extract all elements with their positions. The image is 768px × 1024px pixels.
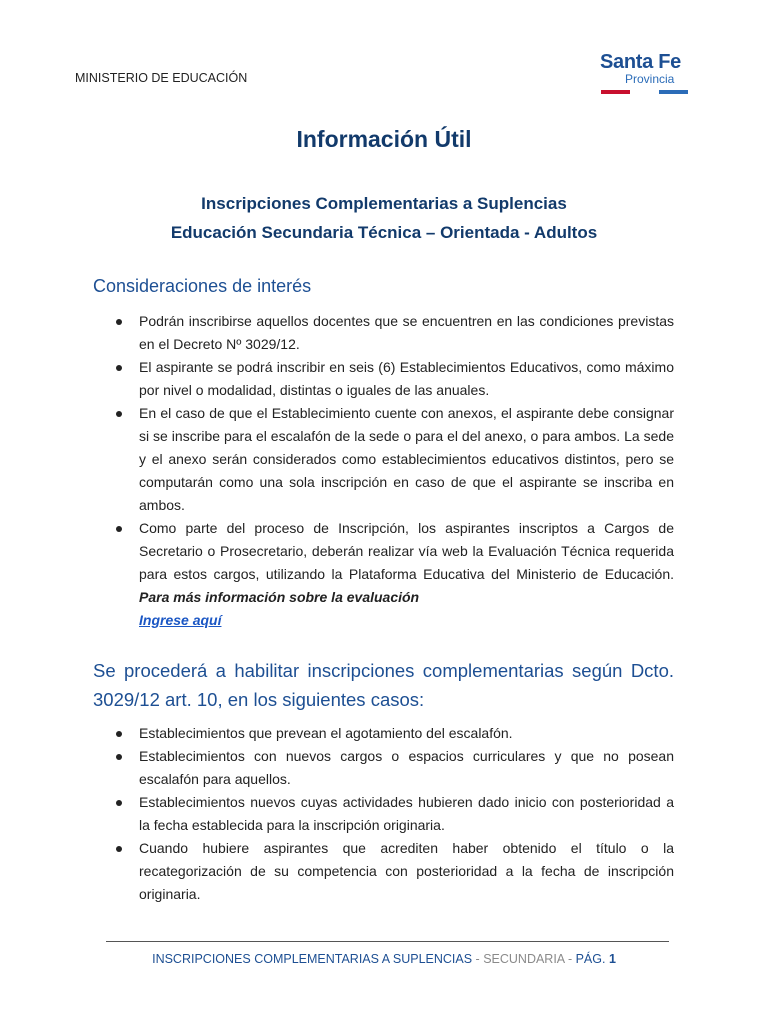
list-item bbox=[93, 402, 674, 517]
subtitle-inscripciones: Inscripciones Complementarias a Suplencias bbox=[201, 194, 567, 213]
subtitle-educacion: Educación Secundaria Técnica – Orientada - Adultos bbox=[170, 223, 598, 242]
footer-separator: - bbox=[564, 952, 576, 966]
list-item bbox=[93, 745, 674, 791]
logo-blue-bar bbox=[659, 90, 688, 94]
bullet-icon bbox=[116, 846, 122, 852]
bullet-icon bbox=[116, 319, 122, 325]
list-item-text: Establecimientos con nuevos cargos o espacios curriculares y que no posean escalafón para aquellos. bbox=[139, 748, 674, 787]
list-item-text: El aspirante se podrá inscribir en seis (6) Establecimientos Educativos, como máximo por nivel o modalidad, distintas o iguales de las anuales. bbox=[139, 359, 674, 398]
bullet-icon bbox=[116, 731, 122, 737]
list-item-text: Podrán inscribirse aquellos docentes que se encuentren en las condiciones previstas en el Decreto Nº 3029/12. bbox=[139, 313, 674, 352]
section-heading-casos: Se procederá a habilitar inscripciones complementarias según Dcto. 3029/12 art. 10, en los siguientes casos: bbox=[93, 660, 674, 710]
list-item-text: En el caso de que el Establecimiento cuente con anexos, el aspirante debe consignar si se inscribe para el escalafón de la sede o para el del anexo, o para ambos. La sede y el anexo serán considerados como establecimientos educativos distintos, pero se computarán como una sola inscripción en caso de que el aspirante se inscriba en ambos. bbox=[139, 405, 674, 513]
list-item bbox=[93, 837, 674, 906]
list-item-text: Como parte del proceso de Inscripción, los aspirantes inscriptos a Cargos de Secretario o Prosecretario, deberán realizar vía web la Evaluación Técnica requerida para estos cargos, utilizando la Plataforma Educativa del Ministerio de Educación. bbox=[139, 520, 674, 582]
evaluation-info-emphasis: Para más información sobre la evaluación bbox=[139, 589, 420, 605]
casos-list bbox=[93, 722, 674, 906]
page-title: Información Útil bbox=[296, 126, 472, 152]
footer-page-label: PÁG. bbox=[575, 952, 606, 966]
footer-divider bbox=[106, 941, 669, 942]
bullet-icon bbox=[116, 411, 122, 417]
consideraciones-list bbox=[93, 310, 674, 632]
footer-separator: - bbox=[472, 952, 484, 966]
list-item bbox=[93, 791, 674, 837]
list-item bbox=[93, 356, 674, 402]
list-item-text: Establecimientos nuevos cuyas actividades hubieren dado inicio con posterioridad a la fecha establecida para la inscripción originaria. bbox=[139, 794, 674, 833]
santa-fe-logo bbox=[599, 52, 691, 98]
ministry-label: MINISTERIO DE EDUCACIÓN bbox=[75, 71, 248, 85]
bullet-icon bbox=[116, 526, 122, 532]
list-item-text: Cuando hubiere aspirantes que acrediten haber obtenido el título o la recategorización de su competencia con posterioridad a la fecha de inscripción originaria. bbox=[139, 840, 674, 902]
logo-red-bar bbox=[601, 90, 630, 94]
list-item-text: Establecimientos que prevean el agotamiento del escalafón. bbox=[139, 725, 513, 741]
section-heading-consideraciones: Consideraciones de interés bbox=[93, 276, 312, 296]
ingrese-aqui-link[interactable]: Ingrese aquí bbox=[139, 612, 222, 628]
page-footer bbox=[0, 952, 768, 966]
footer-doc-title: INSCRIPCIONES COMPLEMENTARIAS A SUPLENCIAS bbox=[152, 952, 473, 966]
footer-page-number: 1 bbox=[608, 952, 616, 966]
bullet-icon bbox=[116, 365, 122, 371]
footer-level: SECUNDARIA bbox=[483, 952, 565, 966]
list-item bbox=[93, 722, 674, 745]
bullet-icon bbox=[116, 754, 122, 760]
logo-main-text: Santa Fe bbox=[600, 51, 681, 73]
list-item bbox=[93, 517, 674, 632]
bullet-icon bbox=[116, 800, 122, 806]
logo-sub-text: Provincia bbox=[625, 72, 675, 86]
list-item bbox=[93, 310, 674, 356]
